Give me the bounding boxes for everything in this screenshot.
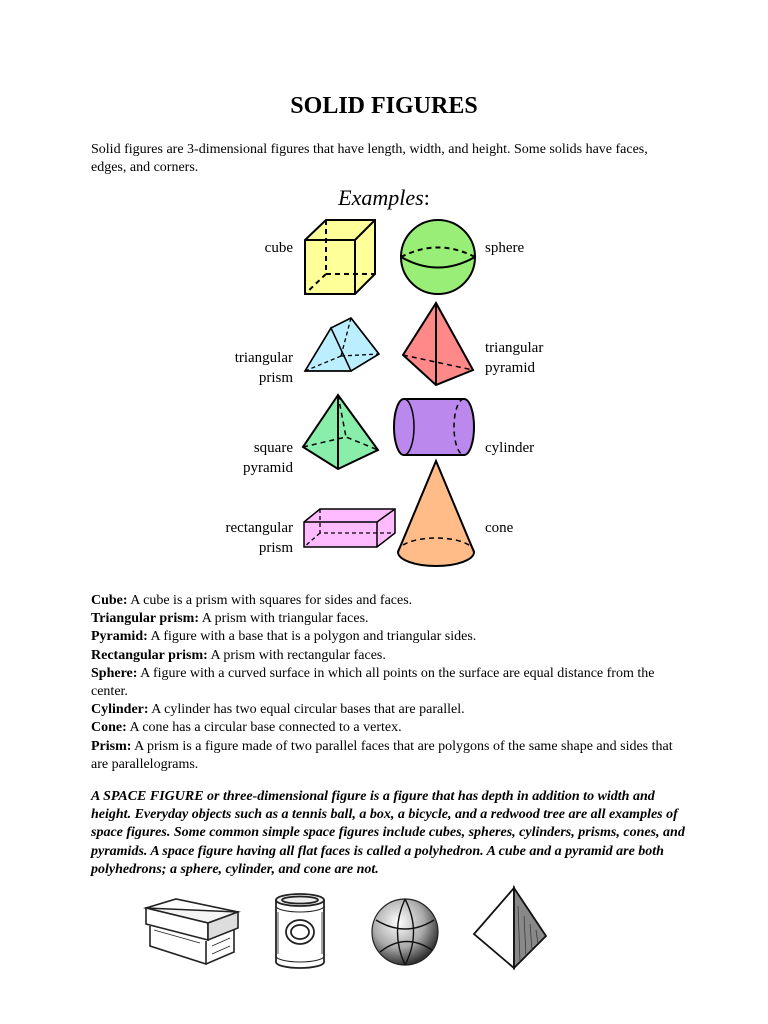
definitions-list [91, 592, 691, 774]
definition-text: A cone has a circular base connected to a vertex. [126, 720, 402, 736]
triangular-pyramid-icon [400, 300, 478, 388]
triangular-prism-icon [303, 316, 383, 376]
definition-term: Cube: [91, 593, 128, 608]
cone-icon [396, 458, 478, 570]
label-square-pyramid [200, 438, 293, 478]
ball-sketch-icon [370, 894, 440, 970]
pyramid-sketch-icon [470, 886, 550, 972]
examples-heading [0, 185, 768, 211]
definition-cone [91, 719, 691, 737]
label-cube: cube [264, 240, 293, 256]
rectangular-prism-icon [302, 506, 398, 550]
definition-text: A figure with a curved surface in which all points on the surface are equal distance from the center. [91, 665, 655, 700]
label-line: prism [258, 540, 293, 556]
definition-term: Rectangular prism: [91, 647, 208, 663]
definition-term: Cone: [91, 720, 127, 736]
label-triangular-prism [200, 348, 293, 388]
cube-icon [300, 216, 380, 298]
label-rectangular-prism [180, 518, 293, 558]
definition-term: Sphere: [91, 665, 138, 681]
definition-pyramid [91, 628, 691, 646]
definition-cylinder [91, 701, 691, 719]
definition-text: A figure with a base that is a polygon and triangular sides. [147, 629, 477, 645]
label-line: pyramid [485, 360, 535, 376]
definition-text: A cube is a prism with squares for sides and faces. [127, 593, 413, 608]
label-sphere: sphere [485, 240, 525, 256]
label-line: triangular [234, 350, 293, 366]
definition-sphere [91, 665, 691, 701]
sphere-icon [398, 216, 478, 298]
definition-term: Triangular prism: [91, 611, 199, 627]
definition-cube [91, 592, 691, 610]
label-line: square [253, 440, 293, 456]
label-triangular-pyramid [485, 338, 543, 378]
definition-text: A cylinder has two equal circular bases that are parallel. [148, 702, 465, 718]
definition-text: A prism with triangular faces. [199, 611, 369, 627]
examples-colon: : [423, 185, 430, 210]
definition-term: Prism: [91, 738, 132, 754]
square-pyramid-icon [300, 392, 382, 472]
label-line: prism [258, 370, 293, 386]
cylinder-icon [392, 396, 478, 458]
can-sketch-icon [270, 892, 330, 972]
box-sketch-icon [140, 896, 244, 972]
definition-term: Pyramid: [91, 629, 148, 645]
definition-rectangular-prism [91, 647, 691, 665]
page-title: SOLID FIGURES [290, 93, 478, 119]
definition-prism [91, 738, 691, 774]
label-cone: cone [485, 520, 514, 536]
definition-term: Cylinder: [91, 702, 149, 718]
label-cylinder: cylinder [485, 440, 535, 456]
definition-text: A prism is a figure made of two parallel faces that are polygons of the same shape and sides that are parallelograms. [91, 738, 673, 772]
examples-word: Examples [338, 185, 424, 210]
label-line: triangular [485, 340, 544, 356]
label-line: rectangular [225, 520, 293, 536]
intro-paragraph: Solid figures are 3-dimensional figures that have length, width, and height. Some solids have faces, edges, and corners. [91, 142, 648, 175]
definition-triangular-prism [91, 610, 691, 628]
label-line: pyramid [243, 460, 293, 476]
definition-text: A prism with rectangular faces. [207, 647, 386, 663]
space-figure-paragraph: A SPACE FIGURE or three-dimensional figure is a figure that has depth in addition to width and height. Everyday objects such as a tennis ball, a box, a bicycle, and a redwood tree are all examples of space figures. Some common simple space figures include cubes, spheres, cylinders, prisms, cones, and pyramids. A space figure having all flat faces is called a polyhedron. A cube and a pyramid are both polyhedrons; a sphere, cylinder, and cone are not. [91, 789, 685, 877]
